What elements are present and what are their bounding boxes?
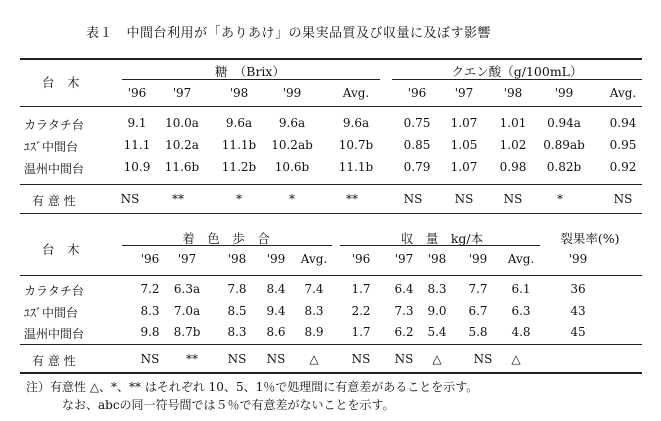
table1-cell: 1.07: [450, 160, 478, 174]
table1-cell: 0.82b: [546, 160, 582, 174]
table1-cell: 0.85: [403, 138, 431, 152]
table1-sig-label: 有 意 性: [32, 194, 76, 208]
table1-year-col: '98: [229, 86, 249, 100]
table1-cell: 0.95: [609, 138, 637, 152]
table2-year-col: '99: [266, 252, 286, 266]
table2-cell: 5.4: [427, 325, 447, 339]
table1-cell: 9.6a: [225, 116, 253, 130]
table2-group3-label: 裂果率(%): [560, 231, 620, 246]
table2-year-col: '97: [177, 252, 197, 266]
table2-cell: 8.6: [266, 325, 286, 339]
table2-group2-label: 収 量 kg/本: [400, 231, 484, 246]
table2-cell: 7.2: [140, 282, 160, 296]
table2-cell: 1.7: [351, 325, 371, 339]
table2-cell: 36: [570, 282, 586, 296]
table1-row-label: カラタチ台: [24, 118, 84, 132]
table2-cell: 4.8: [511, 325, 531, 339]
table1-cell: 10.9: [123, 160, 151, 174]
table1-row-label: ﾕｽﾞ中間台: [24, 140, 79, 154]
table1-year-col: '99: [554, 86, 574, 100]
table1-year-col: Avg.: [342, 86, 370, 100]
table1-cell: 11.6b: [164, 160, 200, 174]
table2-cell: 6.4: [394, 282, 414, 296]
table1-cell: 10.7b: [338, 138, 374, 152]
table1-sig-cell: *: [557, 192, 563, 206]
table1-year-col: '99: [282, 86, 302, 100]
table2-sig-cell: NS: [351, 352, 371, 366]
table2-year-col: '96: [140, 252, 160, 266]
table2-sig-cell: NS: [140, 352, 160, 366]
table2-year-col: '96: [351, 252, 371, 266]
table2-sig-cell: △: [511, 352, 521, 366]
table1-cell: 10.0a: [165, 116, 199, 130]
table1-cell: 9.6a: [342, 116, 370, 130]
table1-cell: 0.94a: [547, 116, 581, 130]
table1-header-rule: [20, 106, 642, 107]
table2-cell: 8.3: [304, 304, 324, 318]
table2-cell: 1.7: [351, 282, 371, 296]
table2-sig-rule: [20, 344, 642, 345]
table1-cell: 0.75: [403, 116, 431, 130]
table1-cell: 1.05: [450, 138, 478, 152]
table1-sig-cell: **: [172, 192, 184, 206]
table2-year-col: Avg.: [300, 252, 328, 266]
table1-cell: 1.02: [499, 138, 527, 152]
table2-cell: 7.8: [227, 282, 247, 296]
table1-year-col: '98: [503, 86, 523, 100]
table1-cell: 9.6a: [278, 116, 306, 130]
table1-cell: 10.2a: [165, 138, 199, 152]
table1-cell: 11.1: [123, 138, 151, 152]
table1-year-col: '97: [454, 86, 474, 100]
table1-year-col: '96: [407, 86, 427, 100]
table2-cell: 7.4: [304, 282, 324, 296]
table2-sig-cell: NS: [394, 352, 414, 366]
table1-sig-cell: *: [289, 192, 295, 206]
table1-cell: 10.2ab: [271, 138, 313, 152]
footnote-line-2: なお、abcの同一符号間では５％で有意差がないことを示す。: [62, 398, 395, 412]
table2-cell: 6.3a: [173, 282, 201, 296]
table2-sig-cell: **: [186, 352, 198, 366]
table1-stub-header: 台 木: [42, 75, 80, 90]
table1-cell: 1.07: [450, 116, 478, 130]
table1-group2-label: クエン酸（g/100mL）: [451, 64, 583, 79]
table2-row-label: ﾕｽﾞ中間台: [24, 306, 79, 320]
table2-year-col: '99: [568, 252, 588, 266]
table2-cell: 7.3: [394, 304, 414, 318]
table1-sig-cell: *: [236, 192, 242, 206]
table2-cell: 8.5: [227, 304, 247, 318]
table2-cell: 7.7: [468, 282, 488, 296]
table-title: 表１ 中間台利用が「ありあけ」の果実品質及び収量に及ぼす影響: [86, 26, 492, 41]
table2-cell: 9.8: [140, 325, 160, 339]
table2-cell: 8.3: [140, 304, 160, 318]
table2-sig-cell: NS: [266, 352, 286, 366]
table2-sig-cell: NS: [473, 352, 493, 366]
table2-cell: 8.3: [227, 325, 247, 339]
table1-year-col: Avg.: [609, 86, 637, 100]
table2-cell: 5.8: [468, 325, 488, 339]
table2-year-col: Avg.: [507, 252, 535, 266]
table2-year-col: '97: [394, 252, 414, 266]
table2-cell: 2.2: [351, 304, 371, 318]
table2-cell: 8.9: [304, 325, 324, 339]
table2-row-label: カラタチ台: [24, 284, 84, 298]
table1-sig-cell: NS: [503, 192, 523, 206]
table2-sig-cell: NS: [227, 352, 247, 366]
table2-cell: 8.4: [266, 282, 286, 296]
table2-cell: 6.3: [511, 304, 531, 318]
table1-sig-cell: **: [346, 192, 358, 206]
table1-cell: 9.1: [127, 116, 147, 130]
table1-sig-cell: NS: [613, 192, 633, 206]
table2-cell: 45: [570, 325, 586, 339]
table2-year-col: '98: [427, 252, 447, 266]
table1-row-label: 温州中間台: [24, 162, 85, 176]
table1-sig-rule: [20, 184, 642, 185]
table1-sig-cell: NS: [120, 192, 140, 206]
table1-cell: 0.79: [403, 160, 431, 174]
table2-row-label: 温州中間台: [24, 327, 85, 341]
table1-cell: 1.01: [499, 116, 527, 130]
table1-cell: 0.98: [499, 160, 527, 174]
table2-cell: 43: [570, 304, 586, 318]
table2-group1-label: 着 色 歩 合: [182, 231, 270, 246]
table2-stub-header: 台 木: [42, 242, 80, 257]
table1-cell: 0.94: [609, 116, 637, 130]
table2-cell: 8.3: [427, 282, 447, 296]
table2-cell: 7.0a: [173, 304, 201, 318]
table1-year-col: '97: [172, 86, 192, 100]
table2-sig-cell: △: [309, 352, 319, 366]
table1-year-col: '96: [127, 86, 147, 100]
table1-cell: 10.6b: [274, 160, 310, 174]
table2-cell: 9.4: [266, 304, 286, 318]
table1-bottom-rule: [20, 213, 642, 214]
table1-cell: 11.1b: [338, 160, 374, 174]
table1-sig-cell: NS: [454, 192, 474, 206]
table1-group1-label: 糖 （Brix）: [215, 64, 285, 79]
table1-top-rule: [20, 58, 642, 60]
table1-cell: 0.89ab: [543, 138, 585, 152]
table2-sig-cell: △: [432, 352, 442, 366]
table2-header-rule: [20, 275, 642, 276]
table2-bottom-rule: [20, 372, 642, 374]
table2-cell: 6.7: [468, 304, 488, 318]
table2-cell: 8.7b: [173, 325, 201, 339]
table2-year-col: '99: [468, 252, 488, 266]
table1-cell: 0.92: [609, 160, 637, 174]
table2-cell: 6.2: [394, 325, 414, 339]
table1-cell: 11.2b: [221, 160, 257, 174]
table2-sig-label: 有 意 性: [32, 354, 76, 368]
table2-year-col: '98: [227, 252, 247, 266]
table2-cell: 6.1: [511, 282, 531, 296]
table2-cell: 9.0: [427, 304, 447, 318]
footnote-line-1: 注）有意性 △、*、** はそれぞれ 10、5、1％で処理間に有意差があることを示す。: [26, 380, 479, 394]
table1-sig-cell: NS: [403, 192, 423, 206]
table1-cell: 11.1b: [221, 138, 257, 152]
